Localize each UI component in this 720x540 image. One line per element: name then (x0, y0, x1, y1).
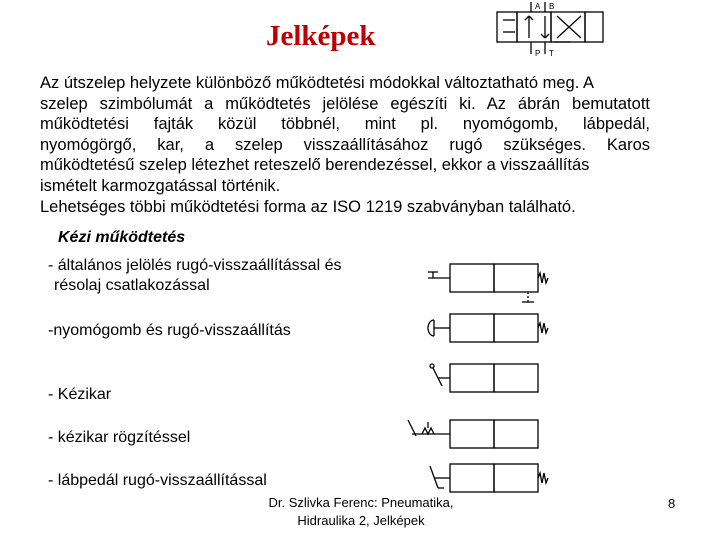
item-text: résolaj csatlakozással (54, 277, 210, 294)
footer-line: Dr. Szlivka Ferenc: Pneumatika, (268, 495, 454, 510)
paragraph-line: szelep szimbólumát a működtetés jelölése egészíti ki. Az ábrán bemutatott (40, 94, 650, 113)
list-item: - lábpedál rugó-visszaállítással (48, 472, 267, 489)
port-a-label: A (535, 2, 541, 11)
list-item: - Kézikar (48, 386, 112, 403)
paragraph-line: működtetésű szelep létezhet reteszelő berendezéssel, ekkor a visszaállítás (40, 156, 590, 175)
port-p-label: P (535, 49, 541, 58)
footer (248, 494, 474, 530)
foot-pedal-spring-symbol-icon (424, 458, 548, 498)
push-button-spring-symbol-icon (424, 308, 548, 348)
list-item (48, 256, 341, 296)
valve-symbol-icon (495, 0, 605, 58)
section-title: Kézi működtetés (58, 229, 186, 246)
hand-lever-detent-symbol-icon (404, 414, 548, 454)
list-item: - kézikar rögzítéssel (48, 429, 191, 446)
item-text: - általános jelölés rugó-visszaállítással és (48, 257, 342, 274)
port-t-label: T (549, 49, 554, 58)
paragraph-line: Az útszelep helyzete különböző működtetési módokkal változtatható meg. A (40, 74, 594, 92)
paragraph-line: Lehetséges többi működtetési forma az ISO 1219 szabványban található. (40, 197, 576, 216)
page-title: Jelképek (266, 20, 376, 52)
intro-paragraph (40, 73, 650, 217)
list-item: -nyomógomb és rugó-visszaállítás (48, 322, 291, 339)
hand-lever-symbol-icon (424, 358, 548, 398)
paragraph-line: ismételt karmozgatással történik. (40, 176, 281, 195)
page-number: 8 (668, 496, 676, 511)
port-b-label: B (549, 2, 555, 11)
paragraph-line: nyomógörgő, kar, a szelep visszaállításához rugó szükséges. Karos (40, 135, 650, 154)
paragraph-line: működtetési fajták közül többnél, mint pl. nyomógomb, lábpedál, (40, 115, 650, 134)
footer-line: Hidraulika 2, Jelképek (297, 513, 425, 528)
manual-general-spring-symbol-icon (424, 258, 548, 308)
